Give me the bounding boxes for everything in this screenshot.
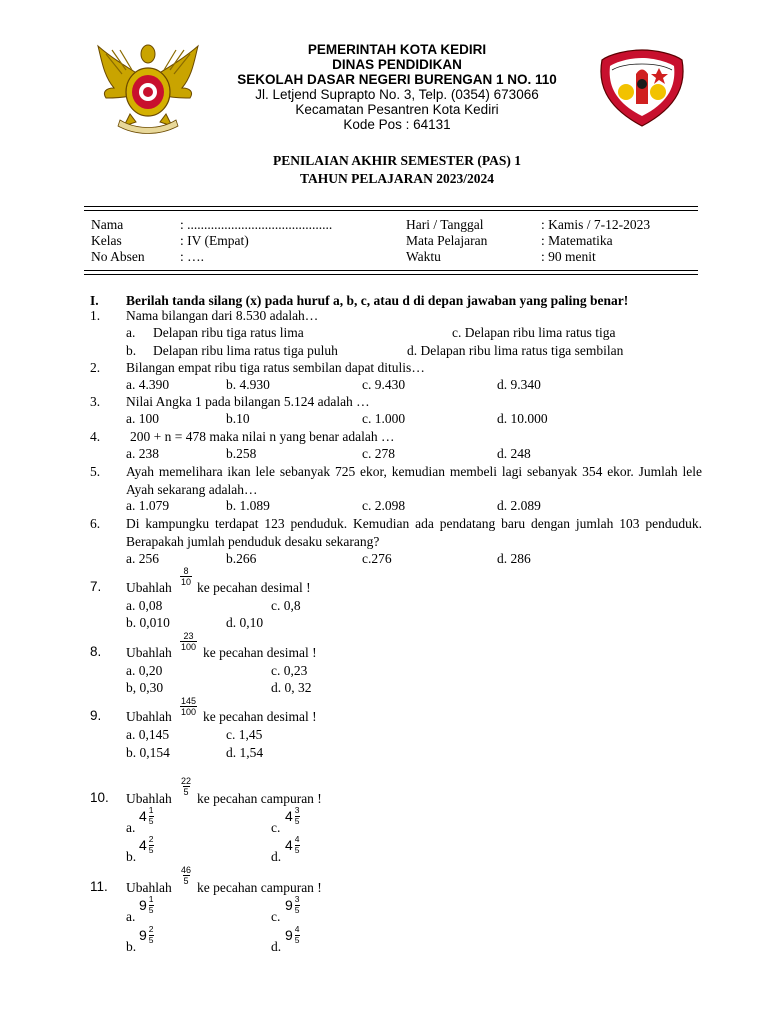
question-fraction xyxy=(180,865,192,886)
fraction-denominator: 10 xyxy=(181,577,192,587)
question-number: 3. xyxy=(90,394,101,409)
option-d[interactable]: d. 1,54 xyxy=(226,745,264,760)
mixed-numerator: 4 xyxy=(294,924,300,934)
option-b[interactable]: b. 0,010 xyxy=(126,615,170,630)
mixed-numerator: 1 xyxy=(148,805,154,815)
option-a[interactable]: Delapan ribu tiga ratus lima xyxy=(153,325,304,340)
class-label: Kelas xyxy=(91,233,122,248)
question-text-suffix: ke pecahan campuran ! xyxy=(197,791,322,806)
option-c[interactable]: c. Delapan ribu lima ratus tiga xyxy=(452,325,616,340)
option-b[interactable]: b. 4.930 xyxy=(226,377,270,392)
mixed-whole: 4 xyxy=(139,808,147,824)
question-number: 5. xyxy=(90,464,101,479)
mixed-denominator: 5 xyxy=(294,904,300,915)
mixed-denominator: 5 xyxy=(148,904,154,915)
question-fraction xyxy=(180,631,197,652)
option-c-mixed-number[interactable] xyxy=(285,806,300,826)
option-c[interactable]: c. 1.000 xyxy=(362,411,406,426)
subject-value: : Matematika xyxy=(541,233,613,248)
class-value: : IV (Empat) xyxy=(180,233,249,248)
question-text-suffix: ke pecahan desimal ! xyxy=(203,645,317,660)
name-label: Nama xyxy=(91,217,124,232)
divider-bottom-2 xyxy=(84,274,698,275)
question-text-suffix: ke pecahan desimal ! xyxy=(203,709,317,724)
question-fraction xyxy=(180,566,192,587)
name-field[interactable]: : ........................................... xyxy=(180,217,333,232)
mixed-whole: 4 xyxy=(285,808,293,824)
option-a[interactable]: a. 100 xyxy=(126,411,159,426)
time-label: Waktu xyxy=(406,249,441,264)
option-c[interactable]: c. 0,8 xyxy=(271,598,301,613)
mixed-numerator: 4 xyxy=(294,834,300,844)
absence-number-label: No Absen xyxy=(91,249,145,264)
option-c[interactable]: c. 2.098 xyxy=(362,498,406,513)
option-c[interactable]: c. 0,23 xyxy=(271,663,308,678)
option-b[interactable]: b.258 xyxy=(226,446,257,461)
option-b[interactable]: b.266 xyxy=(226,551,257,566)
fraction-numerator: 23 xyxy=(183,631,194,641)
question-number: 6. xyxy=(90,516,101,531)
mixed-denominator: 5 xyxy=(148,934,154,945)
question-fraction xyxy=(180,696,197,717)
letterhead xyxy=(200,42,594,132)
option-d[interactable]: d. 248 xyxy=(497,446,531,461)
mixed-denominator: 5 xyxy=(148,844,154,855)
mixed-denominator: 5 xyxy=(294,815,300,826)
mixed-numerator: 1 xyxy=(148,894,154,904)
fraction-numerator: 22 xyxy=(181,776,192,786)
option-d[interactable]: d. 0, 32 xyxy=(271,680,312,695)
option-c-mixed-number[interactable] xyxy=(285,895,300,915)
option-a[interactable]: a. 256 xyxy=(126,551,159,566)
question-number: 11. xyxy=(90,879,108,894)
question-text: Ubahlah xyxy=(126,580,172,595)
subject-label: Mata Pelajaran xyxy=(406,233,488,248)
mixed-denominator: 5 xyxy=(148,815,154,826)
department-name: DINAS PENDIDIKAN xyxy=(332,57,462,72)
option-d[interactable]: d. 2.089 xyxy=(497,498,541,513)
option-c-label[interactable]: c. xyxy=(271,909,281,924)
government-name: PEMERINTAH KOTA KEDIRI xyxy=(307,42,487,57)
option-b-mixed-number[interactable] xyxy=(139,835,154,855)
option-d-mixed-number[interactable] xyxy=(285,925,300,945)
option-a[interactable]: a. 0,145 xyxy=(126,727,170,742)
fraction-numerator: 145 xyxy=(181,696,197,706)
option-b[interactable]: Delapan ribu lima ratus tiga puluh xyxy=(153,343,338,358)
school-address: Jl. Letjend Suprapto No. 3, Telp. (0354) 673066 xyxy=(255,87,539,102)
mixed-denominator: 5 xyxy=(294,844,300,855)
question-number: 10. xyxy=(90,790,109,805)
option-a-mixed-number[interactable] xyxy=(139,895,154,915)
option-a[interactable]: a. 4.390 xyxy=(126,377,170,392)
mixed-whole: 9 xyxy=(139,927,147,943)
option-d-mixed-number[interactable] xyxy=(285,835,300,855)
question-text: Nilai Angka 1 pada bilangan 5.124 adalah … xyxy=(126,394,370,409)
question-number: 1. xyxy=(90,308,101,323)
question-text-suffix: ke pecahan campuran ! xyxy=(197,880,322,895)
mixed-numerator: 2 xyxy=(148,834,154,844)
option-a-label[interactable]: a. xyxy=(126,909,136,924)
question-number: 7. xyxy=(90,579,102,594)
option-c-label[interactable]: c. xyxy=(271,820,281,835)
option-b[interactable]: b, 0,30 xyxy=(126,680,164,695)
absence-number-field[interactable]: : …. xyxy=(180,249,205,264)
question-text: Ayah memelihara ikan lele sebanyak 725 ekor, kemudian membeli lagi sebanyak 354 ekor. Jumlah lele Ayah sekarang adalah… xyxy=(126,464,702,497)
fraction-numerator: 46 xyxy=(181,865,192,875)
option-d[interactable]: d. 9.340 xyxy=(497,377,541,392)
time-value: : 90 menit xyxy=(541,249,596,264)
fraction-denominator: 100 xyxy=(181,642,197,652)
question-fraction xyxy=(180,776,192,797)
section-instruction: Berilah tanda silang (x) pada huruf a, b, c, atau d di depan jawaban yang paling benar! xyxy=(126,293,629,308)
option-d[interactable]: d. 0,10 xyxy=(226,615,264,630)
option-b[interactable]: b.10 xyxy=(226,411,250,426)
divider-top-2 xyxy=(84,210,698,211)
school-logo xyxy=(596,48,688,128)
option-b-label[interactable]: b. xyxy=(126,849,137,864)
option-a[interactable]: a. 0,20 xyxy=(126,663,163,678)
option-d-label[interactable]: d. xyxy=(271,849,282,864)
postal-code: Kode Pos : 64131 xyxy=(343,117,451,132)
option-a[interactable]: a. 238 xyxy=(126,446,159,461)
option-a-label[interactable]: a. xyxy=(126,325,136,340)
exam-year: TAHUN PELAJARAN 2023/2024 xyxy=(299,171,494,186)
question-number: 8. xyxy=(90,644,102,659)
mixed-numerator: 2 xyxy=(148,924,154,934)
school-district: Kecamatan Pesantren Kota Kediri xyxy=(295,102,499,117)
question-text: Di kampungku terdapat 123 penduduk. Kemudian ada pendatang baru dengan jumlah 103 penduduk. Berapakah jumlah penduduk desaku sekarang? xyxy=(126,516,702,549)
question-text: Ubahlah xyxy=(126,709,172,724)
option-c[interactable]: c. 9.430 xyxy=(362,377,406,392)
question-text: Nama bilangan dari 8.530 adalah… xyxy=(126,308,319,323)
mixed-whole: 9 xyxy=(139,897,147,913)
option-b-label[interactable]: b. xyxy=(126,343,137,358)
mixed-numerator: 3 xyxy=(294,894,300,904)
question-text: Ubahlah xyxy=(126,880,172,895)
option-a[interactable]: a. 0,08 xyxy=(126,598,163,613)
option-d-label[interactable]: d. xyxy=(271,939,282,954)
option-a-label[interactable]: a. xyxy=(126,820,136,835)
option-a[interactable]: a. 1.079 xyxy=(126,498,170,513)
mixed-whole: 4 xyxy=(139,837,147,853)
fraction-denominator: 5 xyxy=(183,876,189,886)
mixed-whole: 9 xyxy=(285,927,293,943)
mixed-whole: 4 xyxy=(285,837,293,853)
question-text: 200 + n = 478 maka nilai n yang benar adalah … xyxy=(130,429,395,444)
day-date-label: Hari / Tanggal xyxy=(406,217,484,232)
option-c[interactable]: c.276 xyxy=(362,551,392,566)
mixed-numerator: 3 xyxy=(294,805,300,815)
section-number: I. xyxy=(90,293,99,308)
question-text: Ubahlah xyxy=(126,791,172,806)
fraction-denominator: 100 xyxy=(181,707,197,717)
day-date-value: : Kamis / 7-12-2023 xyxy=(541,217,651,232)
question-text: Bilangan empat ribu tiga ratus sembilan dapat ditulis… xyxy=(126,360,425,375)
option-a-mixed-number[interactable] xyxy=(139,806,154,826)
kediri-city-emblem xyxy=(92,40,204,136)
fraction-numerator: 8 xyxy=(183,566,189,576)
fraction-denominator: 5 xyxy=(183,787,189,797)
question-number: 2. xyxy=(90,360,101,375)
option-d[interactable]: d. 10.000 xyxy=(497,411,548,426)
option-c[interactable]: c. 278 xyxy=(362,446,395,461)
option-b[interactable]: b. 1.089 xyxy=(226,498,270,513)
option-d[interactable]: d. Delapan ribu lima ratus tiga sembilan xyxy=(407,343,624,358)
question-text-suffix: ke pecahan desimal ! xyxy=(197,580,311,595)
exam-title: PENILAIAN AKHIR SEMESTER (PAS) 1 xyxy=(272,153,522,168)
mixed-whole: 9 xyxy=(285,897,293,913)
divider-bottom-1 xyxy=(84,270,698,271)
question-number: 4. xyxy=(90,429,101,444)
question-number: 9. xyxy=(90,708,102,723)
school-name: SEKOLAH DASAR NEGERI BURENGAN 1 NO. 110 xyxy=(237,72,557,87)
question-text: Ubahlah xyxy=(126,645,172,660)
option-b-mixed-number[interactable] xyxy=(139,925,154,945)
option-d[interactable]: d. 286 xyxy=(497,551,531,566)
option-b[interactable]: b. 0,154 xyxy=(126,745,170,760)
option-c[interactable]: c. 1,45 xyxy=(226,727,263,742)
option-b-label[interactable]: b. xyxy=(126,939,137,954)
mixed-denominator: 5 xyxy=(294,934,300,945)
divider-top-1 xyxy=(84,206,698,207)
